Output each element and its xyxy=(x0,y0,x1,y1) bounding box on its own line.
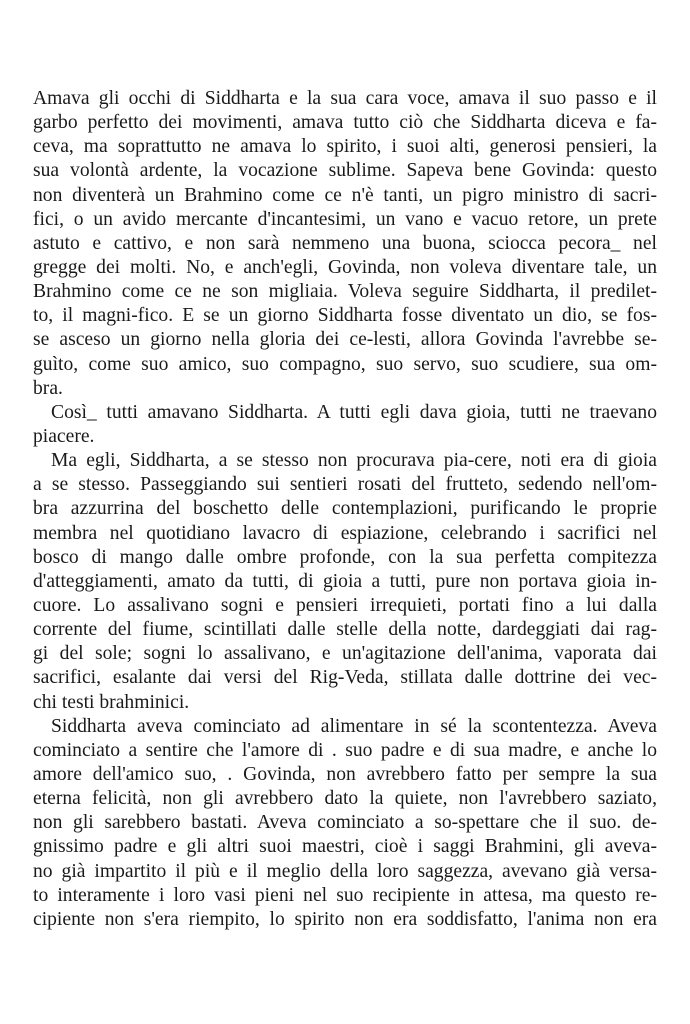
text-line: non diventerà un Brahmino come ce n'è tanti, un pigro ministro di sacri- xyxy=(33,184,657,206)
text-line: Amava gli occhi di Siddharta e la sua cara voce, amava il suo passo e il xyxy=(33,88,657,109)
text-line: sacrifici, esalante dai versi del Rig-Veda, stillata dalle dottrine dei vec- xyxy=(33,667,657,689)
paragraph xyxy=(33,87,657,401)
text-line: piacere. xyxy=(33,425,95,447)
paragraph xyxy=(33,449,657,715)
text-line: cipiente non s'era riempito, lo spirito non era soddisfatto, l'anima non era xyxy=(33,908,657,930)
text-line: d'atteggiamenti, amato da tutti, di gioia a tutti, pure non portava gioia in- xyxy=(33,570,657,592)
text-line: bosco di mango dalle ombre profonde, con la sua perfetta compitezza xyxy=(33,546,657,568)
text-line: cominciato a sentire che l'amore di . suo padre e di sua madre, e anche lo xyxy=(33,739,657,761)
text-line: ceva, ma soprattutto ne amava lo spirito, i suoi alti, generosi pensieri, la xyxy=(33,136,657,158)
text-line: membra nel quotidiano lavacro di espiazione, celebrando i sacrifici nel xyxy=(33,522,657,544)
text-line: guìto, come suo amico, suo compagno, suo servo, suo scudiere, sua om- xyxy=(33,353,657,375)
paragraph xyxy=(33,715,657,932)
book-page xyxy=(33,87,657,932)
text-line: bra azzurrina del boschetto delle contemplazioni, purificando le proprie xyxy=(33,498,657,520)
text-line: no già impartito il più e il meglio della loro saggezza, avevano già versa- xyxy=(33,860,657,882)
text-line: amore dell'amico suo, . Govinda, non avrebbero fatto per sempre la sua xyxy=(33,763,657,785)
text-line: Brahmino come ce ne son migliaia. Voleva seguire Siddharta, il predilet- xyxy=(33,281,657,303)
text-line: Così_ tutti amavano Siddharta. A tutti egli dava gioia, tutti ne traevano xyxy=(51,401,657,423)
text-line: corrente del fiume, scintillati dalle stelle della notte, dardeggiati dai rag- xyxy=(33,619,657,641)
text-line: cuore. Lo assalivano sogni e pensieri irrequieti, portati fino a lui dalla xyxy=(33,594,657,616)
text-line: sua volontà ardente, la vocazione sublime. Sapeva bene Govinda: questo xyxy=(33,160,657,182)
text-line: gregge dei molti. No, e anch'egli, Govinda, non voleva diventare tale, un xyxy=(33,256,657,278)
text-line: bra. xyxy=(33,377,63,399)
text-line: garbo perfetto dei movimenti, amava tutto ciò che Siddharta diceva e fa- xyxy=(33,112,657,134)
text-line: non gli sarebbero bastati. Aveva cominciato a so-spettare che il suo. de- xyxy=(33,812,657,834)
text-line: Ma egli, Siddharta, a se stesso non procurava pia-cere, noti era di gioia xyxy=(51,450,657,472)
text-line: to, il magni-fico. E se un giorno Siddharta fosse diventato un dio, se fos- xyxy=(33,305,657,327)
text-line: gi del sole; sogni lo assalivano, e un'agitazione dell'anima, vaporata dai xyxy=(33,643,657,665)
text-line: eterna felicità, non gli avrebbero dato la quiete, non l'avrebbero saziato, xyxy=(33,788,657,810)
text-line: a se stesso. Passeggiando sui sentieri rosati del frutteto, sedendo nell'om- xyxy=(33,474,657,496)
text-line: to interamente i loro vasi pieni nel suo recipiente in attesa, ma questo re- xyxy=(33,884,657,906)
text-line: chi testi brahminici. xyxy=(33,691,190,713)
paragraph xyxy=(33,401,657,449)
text-line: gnissimo padre e gli altri suoi maestri, cioè i saggi Brahmini, gli aveva- xyxy=(33,836,657,858)
text-line: Siddharta aveva cominciato ad alimentare in sé la scontentezza. Aveva xyxy=(51,715,657,737)
text-line: astuto e cattivo, e non sarà nemmeno una buona, sciocca pecora_ nel xyxy=(33,232,657,254)
text-line: fici, o un avido mercante d'incantesimi, un vano e vacuo retore, un prete xyxy=(33,208,657,230)
text-line: se asceso un giorno nella gloria dei ce-lesti, allora Govinda l'avrebbe se- xyxy=(33,329,657,351)
